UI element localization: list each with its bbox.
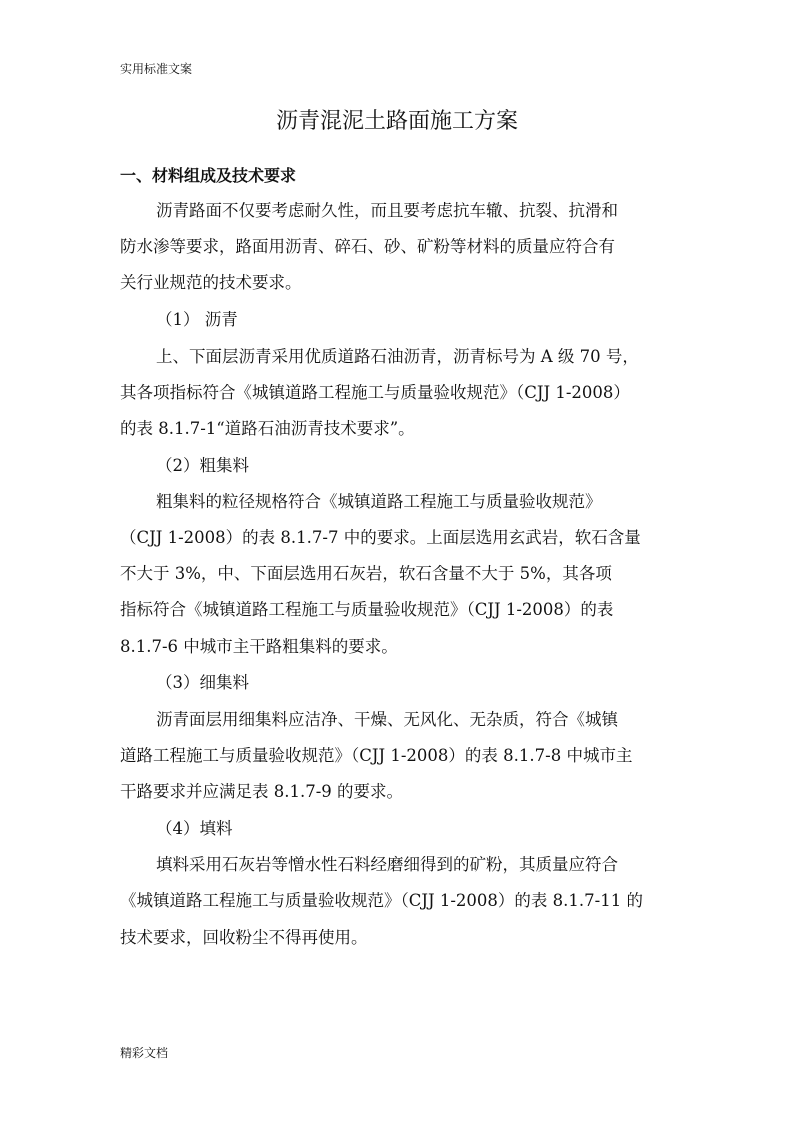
paragraph-line: 粗集料的粒径规格符合《城镇道路工程施工与质量验收规范》 <box>156 492 602 511</box>
paragraph-line: 8.1.7-6 中城市主干路粗集料的要求。 <box>120 637 398 656</box>
paragraph-line: 干路要求并应满足表 8.1.7-9 的要求。 <box>120 782 404 801</box>
paragraph-line: 其各项指标符合《城镇道路工程施工与质量验收规范》（CJJ 1-2008） <box>120 383 630 402</box>
paragraph-line: 不大于 3%，中、下面层选用石灰岩，软石含量不大于 5%，其各项 <box>120 564 612 583</box>
subsection-heading: （4）填料 <box>156 819 233 838</box>
subsection-heading: （3）细集料 <box>156 673 249 692</box>
paragraph-line: 上、下面层沥青采用优质道路石油沥青，沥青标号为 A 级 70 号， <box>156 347 639 366</box>
paragraph-line: 技术要求，回收粉尘不得再使用。 <box>120 928 368 947</box>
subsection-heading: （2）粗集料 <box>156 456 249 475</box>
paragraph-line: 关行业规范的技术要求。 <box>120 273 302 292</box>
paragraph-line: 沥青面层用细集料应洁净、干燥、无风化、无杂质，符合《城镇 <box>156 710 618 729</box>
paragraph-line: 《城镇道路工程施工与质量验收规范》（CJJ 1-2008）的表 8.1.7-11 的 <box>120 891 643 910</box>
paragraph-line: （CJJ 1-2008）的表 8.1.7-7 中的要求。上面层选用玄武岩，软石含量 <box>120 528 641 547</box>
paragraph-line: 防水渗等要求，路面用沥青、碎石、砂、矿粉等材料的质量应符合有 <box>120 237 615 256</box>
paragraph-line: 的表 8.1.7-1“道路石油沥青技术要求”。 <box>120 419 415 438</box>
paragraph-line: 道路工程施工与质量验收规范》（CJJ 1-2008）的表 8.1.7-8 中城市主 <box>120 746 633 765</box>
paragraph-line: 填料采用石灰岩等憎水性石料经磨细得到的矿粉，其质量应符合 <box>156 855 618 874</box>
document-title: 沥青混泥土路面施工方案 <box>275 109 518 134</box>
section-heading: 一、材料组成及技术要求 <box>120 166 297 185</box>
subsection-heading: （1） 沥青 <box>156 310 238 329</box>
paragraph-line: 指标符合《城镇道路工程施工与质量验收规范》（CJJ 1-2008）的表 <box>120 600 614 619</box>
page-footer-label: 精彩文档 <box>120 1046 169 1060</box>
page-header-label: 实用标准文案 <box>120 62 193 76</box>
paragraph-line: 沥青路面不仅要考虑耐久性，而且要考虑抗车辙、抗裂、抗滑和 <box>156 201 618 220</box>
